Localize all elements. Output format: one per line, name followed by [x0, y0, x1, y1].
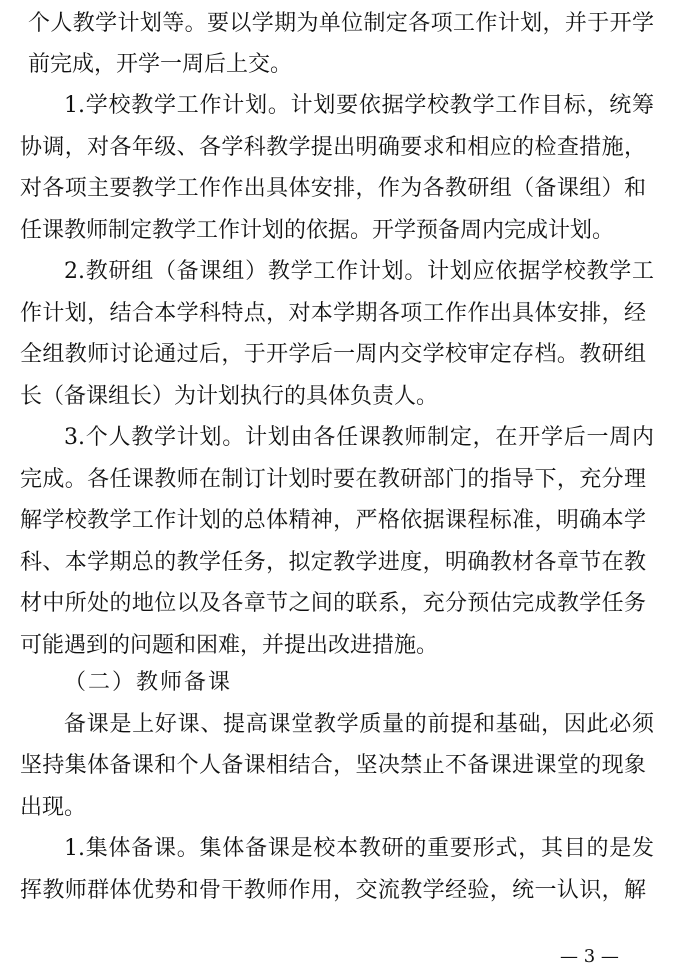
section-heading: （二）教师备课 [64, 670, 233, 695]
text-line-13: 解学校教学工作计划的总体精神，严格依据课程标准，明确本学 [20, 508, 646, 533]
text-line-9: 全组教师讨论通过后，于开学后一周内交学校审定存档。教研组 [20, 342, 646, 367]
text-line-6: 任课教师制定教学工作计划的依据。开学预备周内完成计划。 [20, 218, 615, 243]
text-line-10: 长（备课组长）为计划执行的具体负责人。 [20, 384, 439, 409]
text-line-5: 对各项主要教学工作作出具体安排，作为各教研组（备课组）和 [20, 176, 646, 201]
text-line-22: 挥教师群体优势和骨干教师作用，交流教学经验，统一认识，解 [20, 878, 646, 903]
page-number: — 3 — [560, 946, 619, 967]
text-line-19: 坚持集体备课和个人备课相结合，坚决禁止不备课进课堂的现象 [20, 753, 646, 778]
text-line-12: 完成。各任课教师在制订计划时要在教研部门的指导下，充分理 [20, 467, 646, 492]
text-line-3: 1.学校教学工作计划。计划要依据学校教学工作目标，统筹 [64, 93, 654, 118]
text-line-15: 材中所处的地位以及各章节之间的联系，充分预估完成教学任务 [20, 591, 646, 616]
text-line-8: 作计划，结合本学科特点，对本学期各项工作作出具体安排，经 [20, 301, 646, 326]
text-line-4: 协调，对各年级、各学科教学提出明确要求和相应的检查措施， [20, 135, 646, 160]
text-line-18: 备课是上好课、提高课堂教学质量的前提和基础，因此必须 [64, 712, 654, 737]
text-line-2: 前完成，开学一周后上交。 [28, 52, 293, 77]
text-line-11: 3.个人教学计划。计划由各任课教师制定，在开学后一周内 [64, 425, 654, 450]
text-line-20: 出现。 [20, 795, 87, 820]
text-line-14: 科、本学期总的教学任务，拟定教学进度，明确教材各章节在教 [20, 550, 646, 575]
text-line-21: 1.集体备课。集体备课是校本教研的重要形式，其目的是发 [64, 836, 654, 861]
text-line-1: 个人教学计划等。要以学期为单位制定各项工作计划，并于开学 [28, 11, 654, 36]
text-line-16: 可能遇到的问题和困难，并提出改进措施。 [20, 633, 439, 658]
text-line-7: 2.教研组（备课组）教学工作计划。计划应依据学校教学工 [64, 259, 654, 284]
